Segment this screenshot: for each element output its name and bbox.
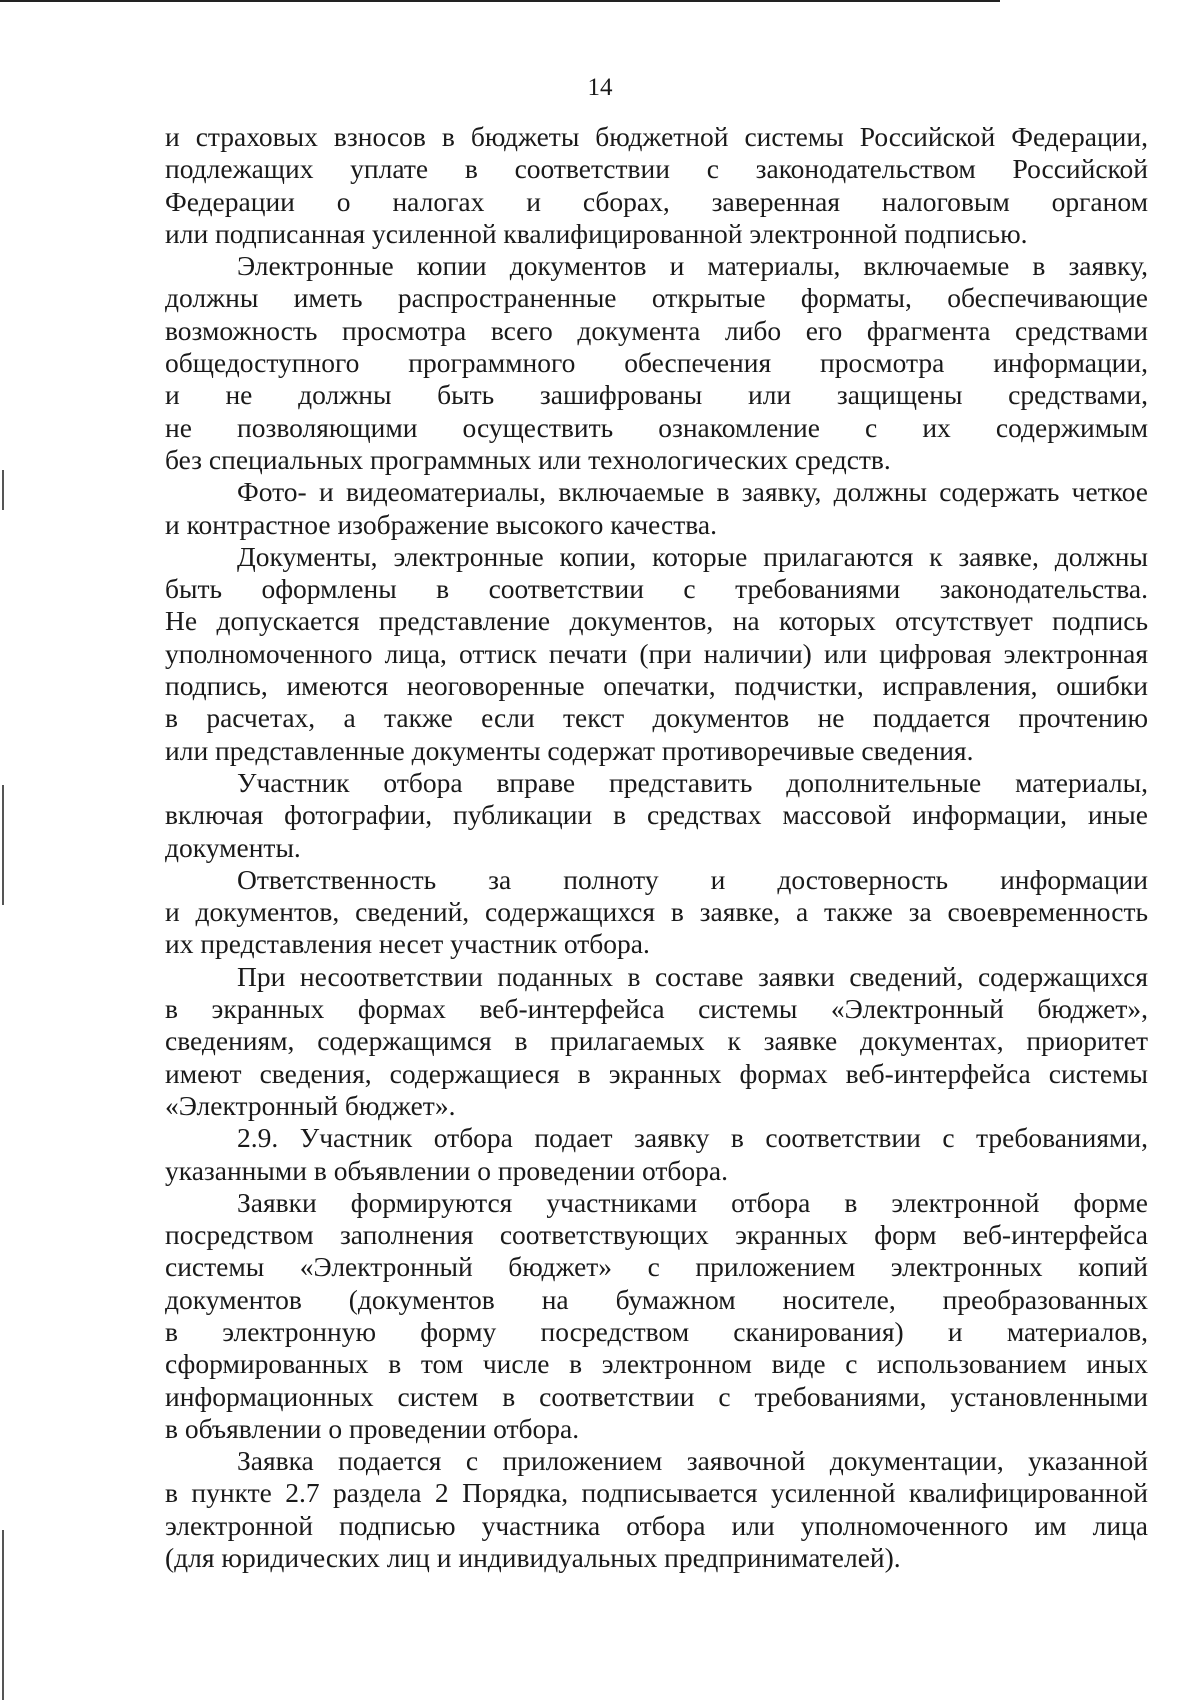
text-line: Не допускается представление документов, на которых отсутствует подпись bbox=[165, 605, 1148, 637]
text-line: и контрастное изображение высокого качества. bbox=[165, 508, 717, 540]
text-line: возможность просмотра всего документа либо его фрагмента средствами bbox=[165, 314, 1148, 346]
text-line: 2.9. Участник отбора подает заявку в соответствии с требованиями, bbox=[237, 1122, 1148, 1154]
text-line: Фото- и видеоматериалы, включаемые в заявку, должны содержать четкое bbox=[237, 476, 1148, 508]
paragraph bbox=[165, 1187, 1148, 1445]
text-line: «Электронный бюджет». bbox=[165, 1089, 456, 1121]
document-body bbox=[165, 121, 1148, 1574]
text-line: сведениям, содержащимся в прилагаемых к заявке документах, приоритет bbox=[165, 1025, 1148, 1057]
text-line: посредством заполнения соответствующих экранных форм веб-интерфейса bbox=[165, 1219, 1148, 1251]
text-line: в экранных формах веб-интерфейса системы «Электронный бюджет», bbox=[165, 993, 1148, 1025]
text-line: и не должны быть зашифрованы или защищены средствами, bbox=[165, 379, 1148, 411]
text-line: документы. bbox=[165, 831, 301, 863]
text-line: в объявлении о проведении отбора. bbox=[165, 1412, 580, 1444]
text-line: быть оформлены в соответствии с требованиями законодательства. bbox=[165, 573, 1148, 605]
text-line: общедоступного программного обеспечения просмотра информации, bbox=[165, 347, 1148, 379]
text-line: При несоответствии поданных в составе заявки сведений, содержащихся bbox=[237, 960, 1148, 992]
text-line: Документы, электронные копии, которые прилагаются к заявке, должны bbox=[237, 540, 1148, 572]
paragraph bbox=[165, 1122, 1148, 1187]
page-number: 14 bbox=[587, 74, 613, 101]
text-line: документов (документов на бумажном носителе, преобразованных bbox=[165, 1283, 1148, 1315]
text-line: Федерации о налогах и сборах, заверенная налоговым органом bbox=[165, 185, 1148, 217]
text-line: в электронную форму посредством сканирования) и материалов, bbox=[165, 1315, 1148, 1347]
text-line: Заявка подается с приложением заявочной документации, указанной bbox=[237, 1445, 1148, 1477]
text-line: и страховых взносов в бюджеты бюджетной системы Российской Федерации, bbox=[165, 121, 1148, 152]
text-line: должны иметь распространенные открытые форматы, обеспечивающие bbox=[165, 282, 1148, 314]
text-line: уполномоченного лица, оттиск печати (при наличии) или цифровая электронная bbox=[165, 637, 1148, 669]
paragraph bbox=[165, 864, 1148, 961]
paragraph bbox=[165, 476, 1148, 541]
text-line: включая фотографии, публикации в средствах массовой информации, иные bbox=[165, 799, 1148, 831]
scan-left-edge-mark bbox=[2, 785, 4, 905]
text-line: указанными в объявлении о проведении отбора. bbox=[165, 1154, 728, 1186]
text-line: или подписанная усиленной квалифицированной электронной подписью. bbox=[165, 217, 1028, 249]
text-line: в расчетах, а также если текст документов не поддается прочтению bbox=[165, 702, 1148, 734]
text-line: (для юридических лиц и индивидуальных предпринимателей). bbox=[165, 1542, 901, 1574]
text-line: информационных систем в соответствии с требованиями, установленными bbox=[165, 1380, 1148, 1412]
paragraph bbox=[165, 961, 1148, 1122]
text-line: подпись, имеются неоговоренные опечатки, подчистки, исправления, ошибки bbox=[165, 670, 1148, 702]
paragraph bbox=[165, 250, 1148, 476]
text-line: Участник отбора вправе представить дополнительные материалы, bbox=[237, 766, 1148, 798]
text-line: в пункте 2.7 раздела 2 Порядка, подписывается усиленной квалифицированной bbox=[165, 1477, 1148, 1509]
text-line: Заявки формируются участниками отбора в электронной форме bbox=[237, 1186, 1148, 1218]
scan-left-edge-mark bbox=[2, 470, 4, 510]
text-line: системы «Электронный бюджет» с приложением электронных копий bbox=[165, 1251, 1148, 1283]
text-line: их представления несет участник отбора. bbox=[165, 928, 650, 960]
paragraph bbox=[165, 1445, 1148, 1574]
text-line: подлежащих уплате в соответствии с законодательством Российской bbox=[165, 153, 1148, 185]
scan-top-edge bbox=[0, 0, 1000, 2]
text-line: или представленные документы содержат противоречивые сведения. bbox=[165, 734, 974, 766]
text-line: и документов, сведений, содержащихся в заявке, а также за своевременность bbox=[165, 896, 1148, 928]
text-line: имеют сведения, содержащиеся в экранных формах веб-интерфейса системы bbox=[165, 1057, 1148, 1089]
paragraph bbox=[165, 767, 1148, 864]
text-line: без специальных программных или технологических средств. bbox=[165, 443, 891, 475]
text-line: Электронные копии документов и материалы, включаемые в заявку, bbox=[237, 250, 1148, 282]
text-line: не позволяющими осуществить ознакомление с их содержимым bbox=[165, 411, 1148, 443]
scan-left-edge-mark bbox=[2, 1530, 4, 1700]
paragraph bbox=[165, 541, 1148, 767]
text-line: электронной подписью участника отбора или уполномоченного им лица bbox=[165, 1509, 1148, 1541]
paragraph bbox=[165, 121, 1148, 250]
text-line: сформированных в том числе в электронном виде с использованием иных bbox=[165, 1348, 1148, 1380]
text-line: Ответственность за полноту и достоверность информации bbox=[237, 863, 1148, 895]
